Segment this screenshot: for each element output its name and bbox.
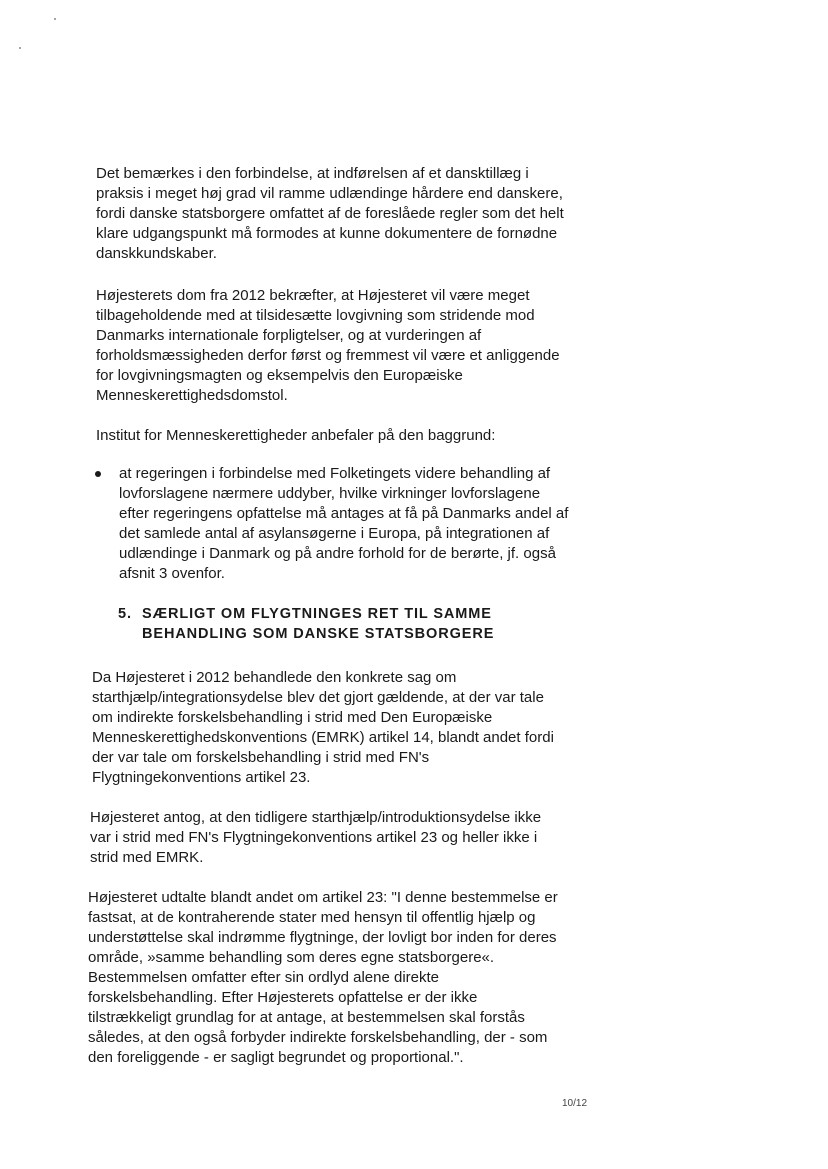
text-line: Danmarks internationale forpligtelser, og at vurderingen af [96, 327, 482, 344]
text-line: Menneskerettighedskonventions (EMRK) artikel 14, blandt andet fordi [92, 729, 554, 746]
text-line: Højesteret udtalte blandt andet om artikel 23: "I denne bestemmelse er [88, 889, 558, 906]
text-line: der var tale om forskelsbehandling i strid med FN's [92, 749, 430, 766]
text-line: Bestemmelsen omfatter efter sin ordlyd alene direkte [88, 969, 439, 986]
text-line: Højesteret antog, at den tidligere starthjælp/introduktionsydelse ikke [90, 809, 542, 826]
scan-speck [54, 18, 56, 20]
text-line: forskelsbehandling. Efter Højesterets opfattelse er der ikke [88, 989, 478, 1006]
text-line: forholdsmæssigheden derfor først og fremmest vil være et anliggende [96, 347, 560, 364]
text-line: om indirekte forskelsbehandling i strid med Den Europæiske [92, 709, 493, 726]
text-line: Højesterets dom fra 2012 bekræfter, at Højesteret vil være meget [96, 287, 530, 304]
text-line: det samlede antal af asylansøgerne i Europa, på integrationen af [119, 525, 550, 542]
text-line: praksis i meget høj grad vil ramme udlændinge hårdere end danskere, [96, 185, 563, 202]
text-line: danskkundskaber. [96, 245, 217, 262]
bullet-text [119, 464, 568, 584]
text-line: fastsat, at de kontraherende stater med hensyn til offentlig hjælp og [88, 909, 536, 926]
text-line: understøttelse skal indrømme flygtninge, der lovligt bor inden for deres [88, 929, 557, 946]
text-line: lovforslagene nærmere uddyber, hvilke virkninger lovforslagene [119, 485, 541, 502]
paragraph-hoejesteret-antog [90, 808, 541, 868]
paragraph-hoejesteret-2012 [96, 286, 560, 406]
section-number: 5. [118, 606, 132, 622]
text-line: strid med EMRK. [90, 849, 204, 866]
section-heading-line: BEHANDLING SOM DANSKE STATSBORGERE [142, 626, 495, 642]
text-line: Det bemærkes i den forbindelse, at indførelsen af et dansktillæg i [96, 165, 529, 182]
text-line: at regeringen i forbindelse med Folketingets videre behandling af [119, 465, 551, 482]
paragraph-emrk-claim [92, 668, 554, 788]
text-line: afsnit 3 ovenfor. [119, 565, 225, 582]
scan-speck [19, 47, 21, 49]
section-heading-line: SÆRLIGT OM FLYGTNINGES RET TIL SAMME [142, 606, 492, 622]
text-line: var i strid med FN's Flygtningekonventions artikel 23 og heller ikke i [90, 829, 538, 846]
page-number: 10/12 [562, 1098, 588, 1109]
text-line: starthjælp/integrationsydelse blev det gjort gældende, at der var tale [92, 689, 544, 706]
text-line: fordi danske statsborgere omfattet af de foreslåede regler som det helt [96, 205, 564, 222]
text-line: tilstrækkeligt grundlag for at antage, at bestemmelsen skal forstås [88, 1009, 525, 1026]
text-line: Da Højesteret i 2012 behandlede den konkrete sag om [92, 669, 457, 686]
text-line: Institut for Menneskerettigheder anbefaler på den baggrund: [96, 427, 496, 444]
text-line: Flygtningekonventions artikel 23. [92, 769, 311, 786]
text-line: udlændinge i Danmark og på andre forhold for de berørte, jf. også [119, 545, 556, 562]
text-line: område, »samme behandling som deres egne statsborgere«. [88, 949, 495, 966]
bullet-icon [95, 471, 101, 477]
text-line: Menneskerettighedsdomstol. [96, 387, 288, 404]
paragraph-danskkundskaber [96, 164, 564, 264]
text-line: efter regeringens opfattelse må antages at få på Danmarks andel af [119, 505, 569, 522]
text-line: klare udgangspunkt må formodes at kunne dokumentere de fornødne [96, 225, 558, 242]
text-line: den foreliggende - er sagligt begrundet og proportional.". [88, 1049, 464, 1066]
paragraph-recommendation-intro [96, 426, 495, 446]
paragraph-artikel-23-quote [88, 888, 558, 1068]
text-line: således, at den også forbyder indirekte forskelsbehandling, der - som [88, 1029, 548, 1046]
text-line: for lovgivningsmagten og eksempelvis den Europæiske [96, 367, 463, 384]
text-line: tilbageholdende med at tilsidesætte lovgivning som stridende mod [96, 307, 535, 324]
